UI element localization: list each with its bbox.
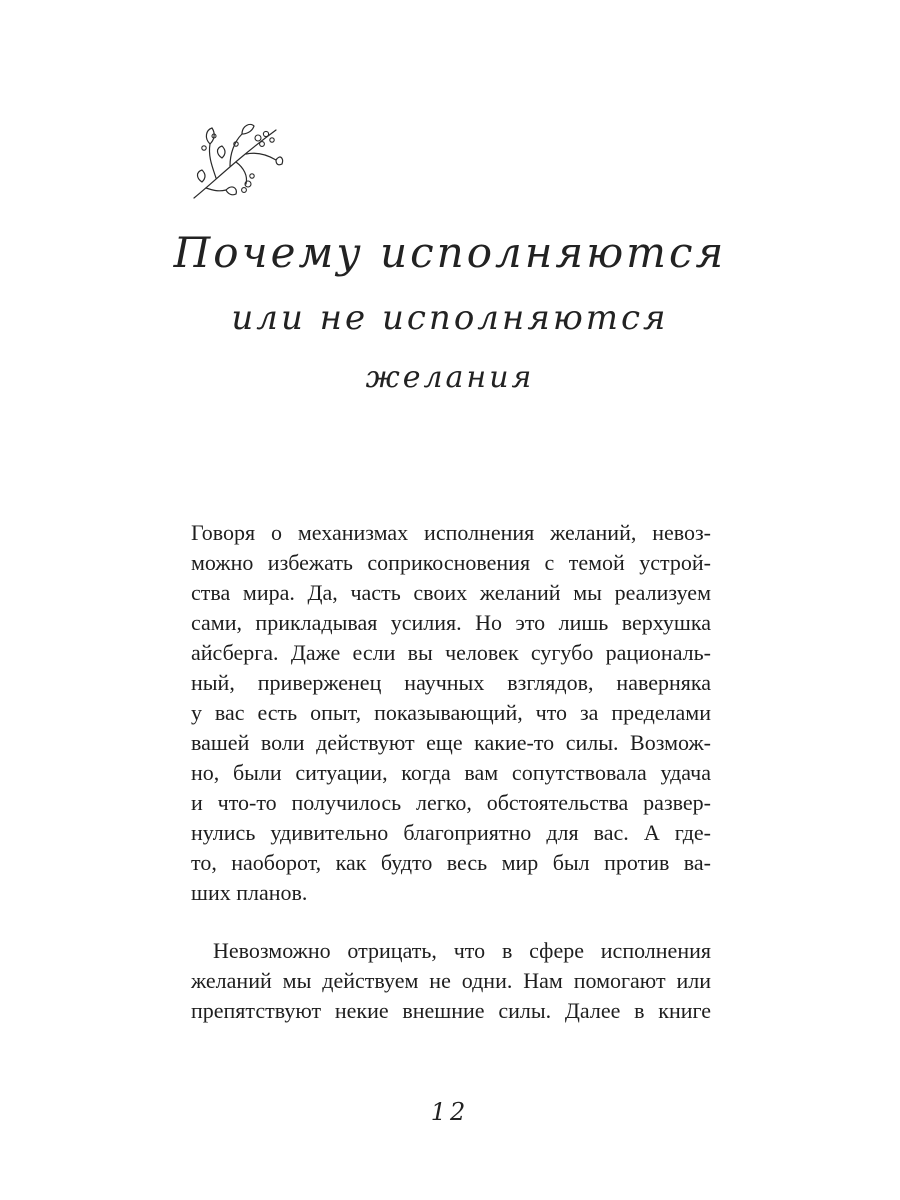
paragraph-2	[191, 936, 711, 1026]
text-line: препятствуют некие внешние силы. Далее в книге	[191, 998, 711, 1023]
text-line: то, наоборот, как будто весь мир был против ва-	[191, 850, 711, 875]
text-line: у вас есть опыт, показывающий, что за пределами	[191, 700, 711, 725]
text-line: и что-то получилось легко, обстоятельства развер-	[191, 790, 711, 815]
text-line: айсберга. Даже если вы человек сугубо рациональ-	[191, 640, 711, 665]
text-line: желаний мы действуем не одни. Нам помогают или	[191, 968, 711, 993]
body-text	[191, 518, 711, 1026]
text-line: Говоря о механизмах исполнения желаний, невоз-	[191, 520, 711, 545]
text-line: ства мира. Да, часть своих желаний мы реализуем	[191, 580, 711, 605]
text-line: но, были ситуации, когда вам сопутствовала удача	[191, 760, 711, 785]
text-line: сами, прикладывая усилия. Но это лишь верхушка	[191, 610, 711, 635]
chapter-title-line-2: или не исполняются	[231, 298, 669, 338]
text-line: ный, приверженец научных взглядов, наверняка	[191, 670, 711, 695]
paragraph-1	[191, 518, 711, 908]
page-number: 12	[430, 1098, 470, 1126]
text-line: вашей воли действуют еще какие-то силы. Возмож-	[191, 730, 711, 755]
text-line: ших планов.	[191, 880, 308, 905]
text-line: нулись удивительно благоприятно для вас. А где-	[191, 820, 711, 845]
text-line: можно избежать соприкосновения с темой устрой-	[191, 550, 711, 575]
floral-sprig-icon	[186, 118, 286, 202]
chapter-title-line-1: Почему исполняются	[173, 228, 727, 277]
text-line: Невозможно отрицать, что в сфере исполнения	[213, 938, 711, 963]
chapter-title-line-3: желания	[365, 360, 535, 395]
